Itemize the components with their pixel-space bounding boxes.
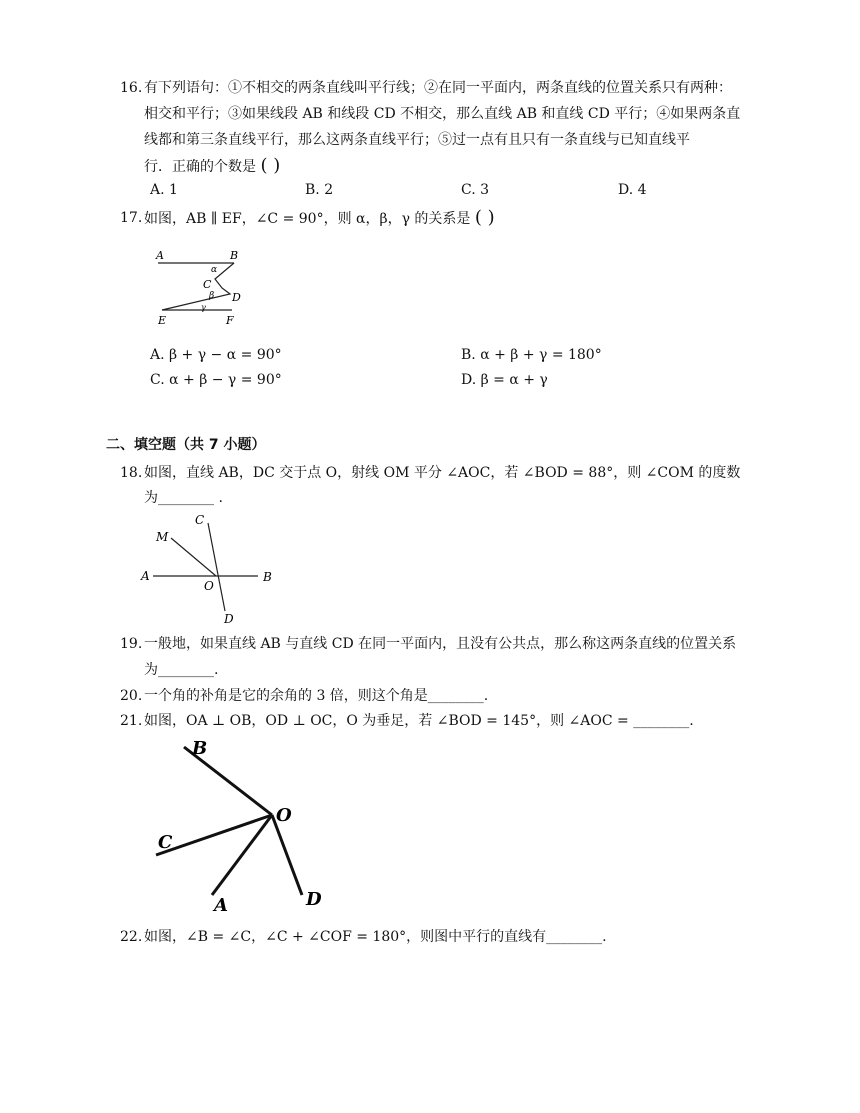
q17-option-a: A. β + γ − α = 90°: [150, 347, 282, 363]
q17-label-c: C: [203, 278, 212, 291]
q17-option-d: D. β = α + γ: [461, 372, 548, 388]
q16-option-b: B. 2: [305, 182, 334, 198]
q22-number: 22.: [120, 929, 143, 945]
q18-label-m: M: [156, 530, 169, 544]
q16-line-3: 线都和第三条直线平行，那么这两条直线平行；⑤过一点有且只有一条直线与已知直线平: [144, 132, 690, 148]
q21-label-b: B: [192, 738, 208, 759]
q17-label-b: B: [230, 249, 239, 262]
q17-label-a: A: [156, 249, 164, 262]
q18-label-c: C: [195, 513, 205, 527]
q21-ray-oc: [156, 815, 272, 855]
q18-line-cd: [208, 523, 225, 611]
q21-label-c: C: [158, 832, 173, 853]
q17-label-alpha: α: [211, 265, 218, 275]
q18-figure: [138, 511, 278, 627]
q19-line-2: 为________.: [144, 662, 219, 678]
q21-label-o: O: [276, 805, 292, 826]
q17-label-f: F: [226, 314, 234, 327]
q16-option-c: C. 3: [461, 182, 490, 198]
q17-figure: [150, 244, 250, 328]
q18-line-1: 如图，直线 AB，DC 交于点 O，射线 OM 平分 ∠AOC，若 ∠BOD = 88°，则 ∠COM 的度数: [144, 465, 741, 481]
q16-line-2: 相交和平行；③如果线段 AB 和线段 CD 不相交，那么直线 AB 和直线 CD 平行；④如果两条直: [144, 106, 741, 122]
q22-text: 如图，∠B = ∠C，∠C + ∠COF = 180°，则图中平行的直线有________.: [144, 929, 607, 945]
q16-line-4: [144, 156, 280, 177]
q17-option-b: B. α + β + γ = 180°: [461, 347, 602, 363]
q16-option-d: D. 4: [618, 182, 647, 198]
q18-line-2: 为________ .: [144, 490, 223, 506]
q19-number: 19.: [120, 636, 143, 652]
q17-zigzag: [162, 263, 234, 310]
q21-label-a: A: [214, 895, 228, 915]
q20-number: 20.: [120, 688, 143, 704]
q21-number: 21.: [120, 713, 143, 729]
q18-number: 18.: [120, 465, 143, 481]
q18-ray-om: [171, 538, 216, 576]
q16-answer-paren: ( ): [260, 155, 281, 176]
q18-label-b: B: [263, 570, 272, 584]
q18-label-a: A: [141, 569, 150, 583]
section-2-title: 二、填空题（共 7 小题）: [106, 437, 266, 453]
q21-text: 如图，OA ⊥ OB，OD ⊥ OC，O 为垂足，若 ∠BOD = 145°，则 ∠AOC = ________.: [144, 713, 694, 729]
q17-answer-paren: ( ): [474, 207, 495, 228]
q16-line-4-text: 行．正确的个数是: [144, 159, 256, 175]
q20-text: 一个角的补角是它的余角的 3 倍，则这个角是________.: [144, 688, 489, 704]
q17-label-beta: β: [209, 291, 215, 301]
q16-number: 16.: [120, 80, 143, 96]
q17-stem-text: 如图，AB ∥ EF，∠C = 90°，则 α，β，γ 的关系是: [144, 211, 471, 227]
q17-number: 17.: [120, 210, 143, 226]
q17-option-c: C. α + β − γ = 90°: [150, 372, 282, 388]
q16-line-1: 有下列语句：①不相交的两条直线叫平行线；②在同一平面内，两条直线的位置关系只有两种：: [144, 80, 732, 96]
q17-label-d: D: [232, 291, 241, 304]
q16-option-a: A. 1: [150, 182, 178, 198]
q21-ray-oa: [212, 815, 272, 895]
q18-label-o: O: [204, 579, 214, 593]
q19-line-1: 一般地，如果直线 AB 与直线 CD 在同一平面内，且没有公共点，那么称这两条直线的位置关系: [144, 636, 737, 652]
q17-stem: [144, 208, 495, 229]
q18-label-d: D: [224, 612, 234, 626]
q17-label-e: E: [158, 314, 167, 327]
q21-ray-od: [272, 815, 302, 895]
q21-figure: [150, 735, 330, 915]
q21-label-d: D: [306, 889, 322, 910]
q17-label-gamma: γ: [201, 303, 206, 312]
